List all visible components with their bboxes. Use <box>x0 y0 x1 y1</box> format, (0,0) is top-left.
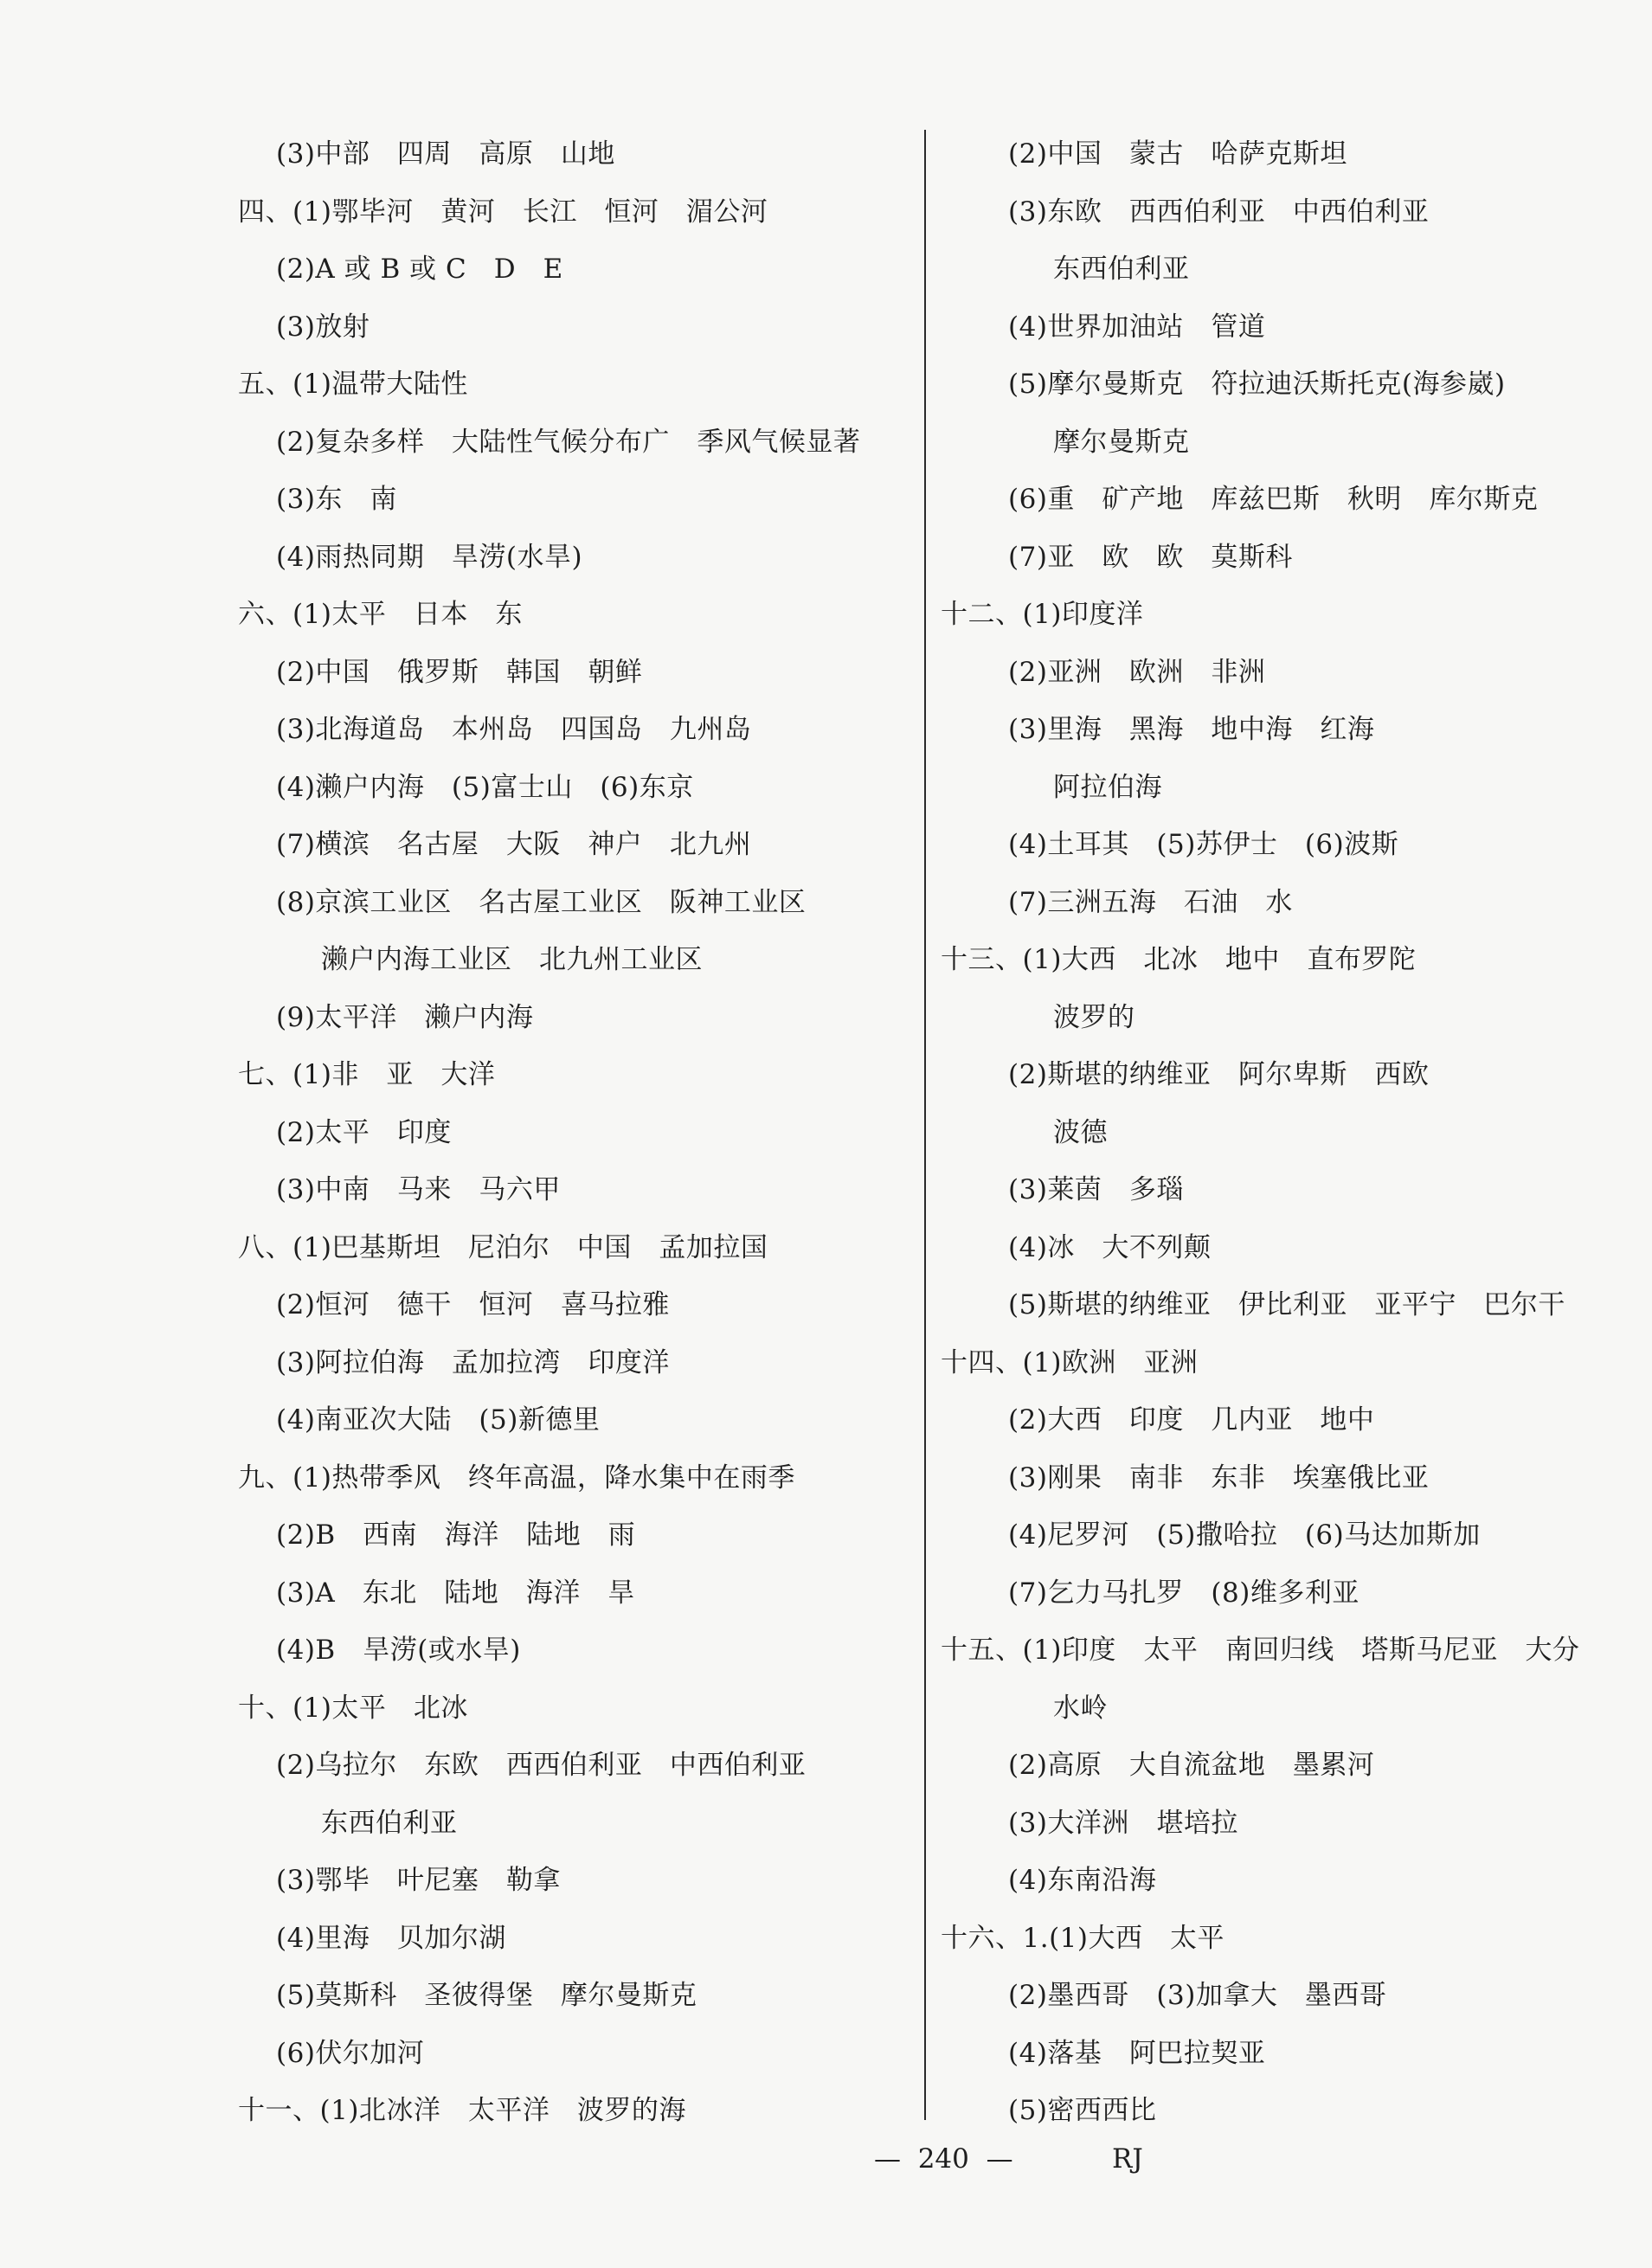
answer-line: 六、(1)太平 日本 东 <box>238 599 523 630</box>
answer-line: (7)乞力马扎罗 (8)维多利亚 <box>1008 1577 1360 1609</box>
answer-line: 十二、(1)印度洋 <box>941 599 1144 630</box>
answer-line: (7)亚 欧 欧 莫斯科 <box>1008 541 1293 573</box>
answer-line: (3)大洋洲 堪培拉 <box>1008 1807 1238 1839</box>
answer-line: (8)京滨工业区 名古屋工业区 阪神工业区 <box>276 886 807 918</box>
answer-line: (5)斯堪的纳维亚 伊比利亚 亚平宁 巴尔干 <box>1008 1289 1565 1320</box>
answer-line: (5)摩尔曼斯克 符拉迪沃斯托克(海参崴) <box>1008 369 1506 400</box>
answer-line: (4)东南沿海 <box>1008 1865 1157 1896</box>
answer-line: 濑户内海工业区 北九州工业区 <box>321 944 703 975</box>
answer-line: 八、(1)巴基斯坦 尼泊尔 中国 孟加拉国 <box>238 1231 768 1263</box>
answer-line: (2)B 西南 海洋 陆地 雨 <box>276 1519 636 1551</box>
answer-line: (4)世界加油站 管道 <box>1008 311 1266 343</box>
answer-line: 七、(1)非 亚 大洋 <box>238 1059 496 1090</box>
answer-line: (3)鄂毕 叶尼塞 勒拿 <box>276 1865 561 1896</box>
answer-line: 十四、(1)欧洲 亚洲 <box>941 1346 1199 1378</box>
answer-line: (7)三洲五海 石油 水 <box>1008 886 1293 918</box>
answer-line: (4)尼罗河 (5)撒哈拉 (6)马达加斯加 <box>1008 1519 1481 1551</box>
answer-line: (3)阿拉伯海 孟加拉湾 印度洋 <box>276 1346 670 1378</box>
answer-line: (4)里海 贝加尔湖 <box>276 1922 506 1954</box>
answer-line: (2)太平 印度 <box>276 1116 452 1148</box>
answer-line: 阿拉伯海 <box>1053 771 1162 803</box>
answer-line: (6)重 矿产地 库兹巴斯 秋明 库尔斯克 <box>1008 484 1539 515</box>
answer-line: (3)莱茵 多瑙 <box>1008 1174 1184 1205</box>
edition-code: RJ <box>1112 2143 1143 2175</box>
answer-line: 波罗的 <box>1053 1001 1135 1033</box>
answer-line: 五、(1)温带大陆性 <box>238 369 468 400</box>
answer-line: (2)大西 印度 几内亚 地中 <box>1008 1404 1375 1436</box>
answer-line: (4)落基 阿巴拉契亚 <box>1008 2037 1266 2069</box>
right-answer-column <box>941 125 1633 2140</box>
answer-line: (5)莫斯科 圣彼得堡 摩尔曼斯克 <box>276 1980 697 2011</box>
answer-line: 摩尔曼斯克 <box>1053 426 1190 458</box>
answer-line: (5)密西西比 <box>1008 2095 1157 2126</box>
answer-line: 九、(1)热带季风 终年高温，降水集中在雨季 <box>238 1462 795 1494</box>
answer-line: (7)横滨 名古屋 大阪 神户 北九州 <box>276 829 752 860</box>
answer-line: 十三、(1)大西 北冰 地中 直布罗陀 <box>941 944 1417 975</box>
answer-line: (9)太平洋 濑户内海 <box>276 1001 534 1033</box>
answer-line: 十五、(1)印度 太平 南回归线 塔斯马尼亚 大分 <box>941 1635 1580 1666</box>
answer-line: 东西伯利亚 <box>1053 254 1190 285</box>
answer-line: (4)雨热同期 旱涝(水旱) <box>276 541 583 573</box>
answer-line: (3)刚果 南非 东非 埃塞俄比亚 <box>1008 1462 1430 1494</box>
answer-line: (2)斯堪的纳维亚 阿尔卑斯 西欧 <box>1008 1059 1430 1090</box>
answer-line: 十一、(1)北冰洋 太平洋 波罗的海 <box>238 2095 686 2126</box>
answer-line: (2)中国 俄罗斯 韩国 朝鲜 <box>276 656 643 688</box>
left-answer-column <box>238 125 913 2140</box>
answer-line: 波德 <box>1053 1116 1108 1148</box>
answer-line: (2)亚洲 欧洲 非洲 <box>1008 656 1266 688</box>
answer-line: (4)南亚次大陆 (5)新德里 <box>276 1404 601 1436</box>
answer-line: (4)B 旱涝(或水旱) <box>276 1635 521 1666</box>
answer-line: (4)冰 大不列颠 <box>1008 1231 1212 1263</box>
page-footer <box>0 2133 1652 2185</box>
answer-line: 四、(1)鄂毕河 黄河 长江 恒河 湄公河 <box>238 196 768 228</box>
answer-line: (6)伏尔加河 <box>276 2037 425 2069</box>
answer-line: 十六、1.(1)大西 太平 <box>941 1922 1225 1954</box>
answer-line: (2)高原 大自流盆地 墨累河 <box>1008 1750 1375 1781</box>
answer-line: (3)A 东北 陆地 海洋 旱 <box>276 1577 635 1609</box>
answer-line: (2)中国 蒙古 哈萨克斯坦 <box>1008 138 1347 170</box>
answer-line: (3)中南 马来 马六甲 <box>276 1174 561 1205</box>
answer-line: (4)土耳其 (5)苏伊士 (6)波斯 <box>1008 829 1399 860</box>
answer-line: 水岭 <box>1053 1692 1108 1724</box>
answer-line: (2)乌拉尔 东欧 西西伯利亚 中西伯利亚 <box>276 1750 807 1781</box>
answer-line: (3)北海道岛 本州岛 四国岛 九州岛 <box>276 714 752 745</box>
answer-line: 十、(1)太平 北冰 <box>238 1692 468 1724</box>
answer-line: (2)恒河 德干 恒河 喜马拉雅 <box>276 1289 670 1320</box>
answer-line: (3)放射 <box>276 311 370 343</box>
answer-line: (2)A 或 B 或 C D E <box>276 254 563 285</box>
answer-line: (3)东欧 西西伯利亚 中西伯利亚 <box>1008 196 1430 228</box>
answer-line: 东西伯利亚 <box>321 1807 458 1839</box>
answer-line: (2)复杂多样 大陆性气候分布广 季风气候显著 <box>276 426 861 458</box>
page-number: — 240 — <box>874 2143 1013 2175</box>
answer-line: (3)东 南 <box>276 484 397 515</box>
answer-line: (3)里海 黑海 地中海 红海 <box>1008 714 1375 745</box>
answer-line: (4)濑户内海 (5)富士山 (6)东京 <box>276 771 694 803</box>
answer-line: (2)墨西哥 (3)加拿大 墨西哥 <box>1008 1980 1387 2011</box>
column-divider <box>924 130 926 2120</box>
answer-line: (3)中部 四周 高原 山地 <box>276 138 615 170</box>
